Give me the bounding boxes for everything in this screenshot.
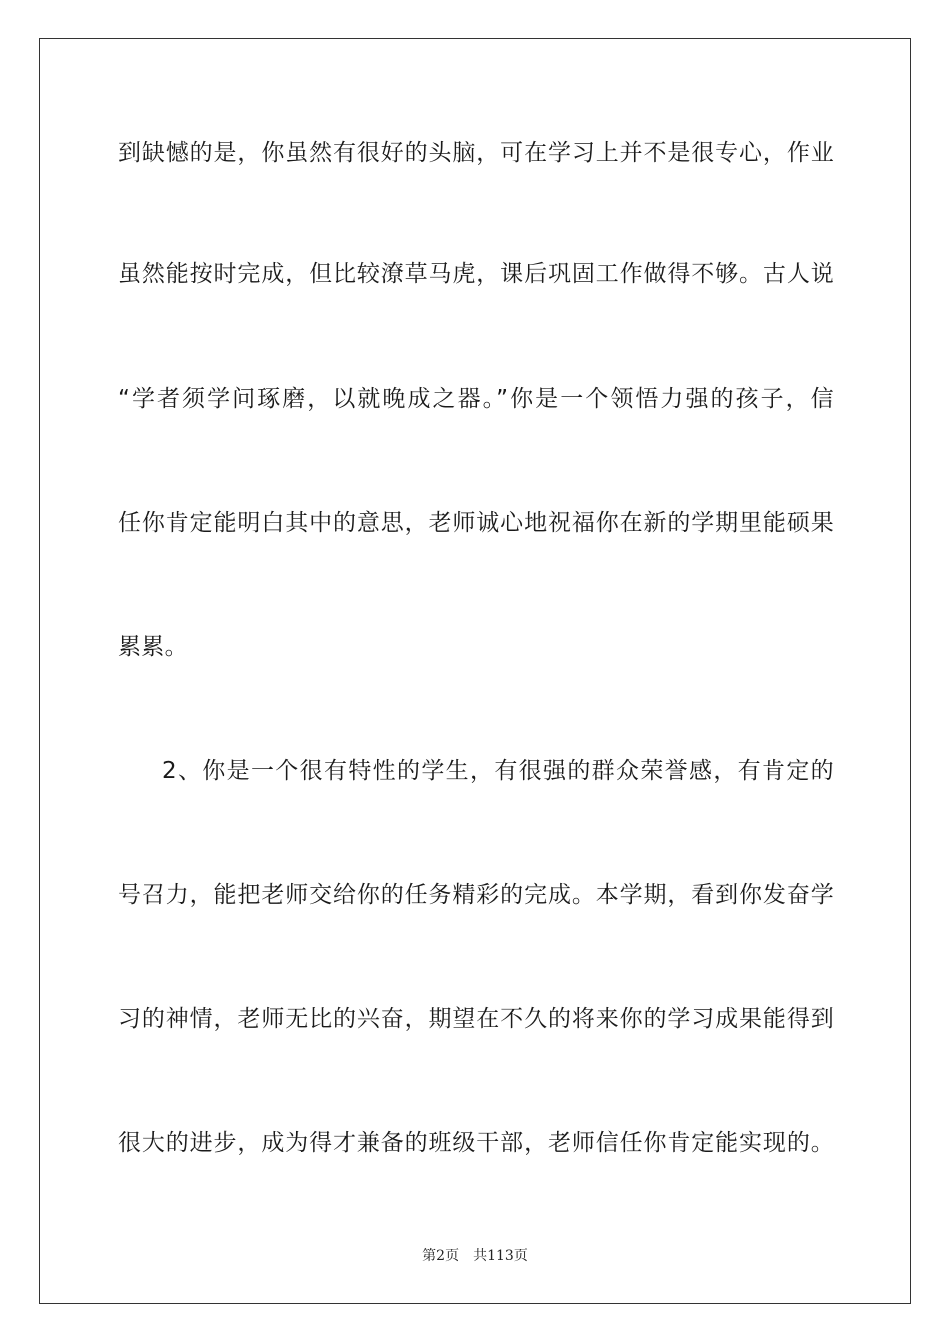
text-line: 虽然能按时完成，但比较潦草马虎，课后巩固工作做得不够。古人说 <box>118 261 834 287</box>
text-line: 习的神情，老师无比的兴奋，期望在不久的将来你的学习成果能得到 <box>118 1006 834 1032</box>
text-line: “学者须学问琢磨，以就晚成之器。”你是一个领悟力强的孩子，信 <box>118 386 834 412</box>
text-line: 号召力，能把老师交给你的任务精彩的完成。本学期，看到你发奋学 <box>118 882 834 908</box>
page-total: 共113页 <box>473 1248 528 1264</box>
paragraph-start-line: 2、你是一个很有特性的学生，有很强的群众荣誉感，有肯定的 <box>162 758 834 784</box>
text-line: 到缺憾的是，你虽然有很好的头脑，可在学习上并不是很专心，作业 <box>118 140 834 166</box>
page-number: 第2页 <box>422 1248 460 1264</box>
text-line: 累累。 <box>118 634 188 660</box>
page-frame <box>39 38 911 1304</box>
text-line: 任你肯定能明白其中的意思，老师诚心地祝福你在新的学期里能硕果 <box>118 510 834 536</box>
page-footer <box>0 1246 950 1266</box>
text-line: 很大的进步，成为得才兼备的班级干部，老师信任你肯定能实现的。 <box>118 1130 834 1156</box>
